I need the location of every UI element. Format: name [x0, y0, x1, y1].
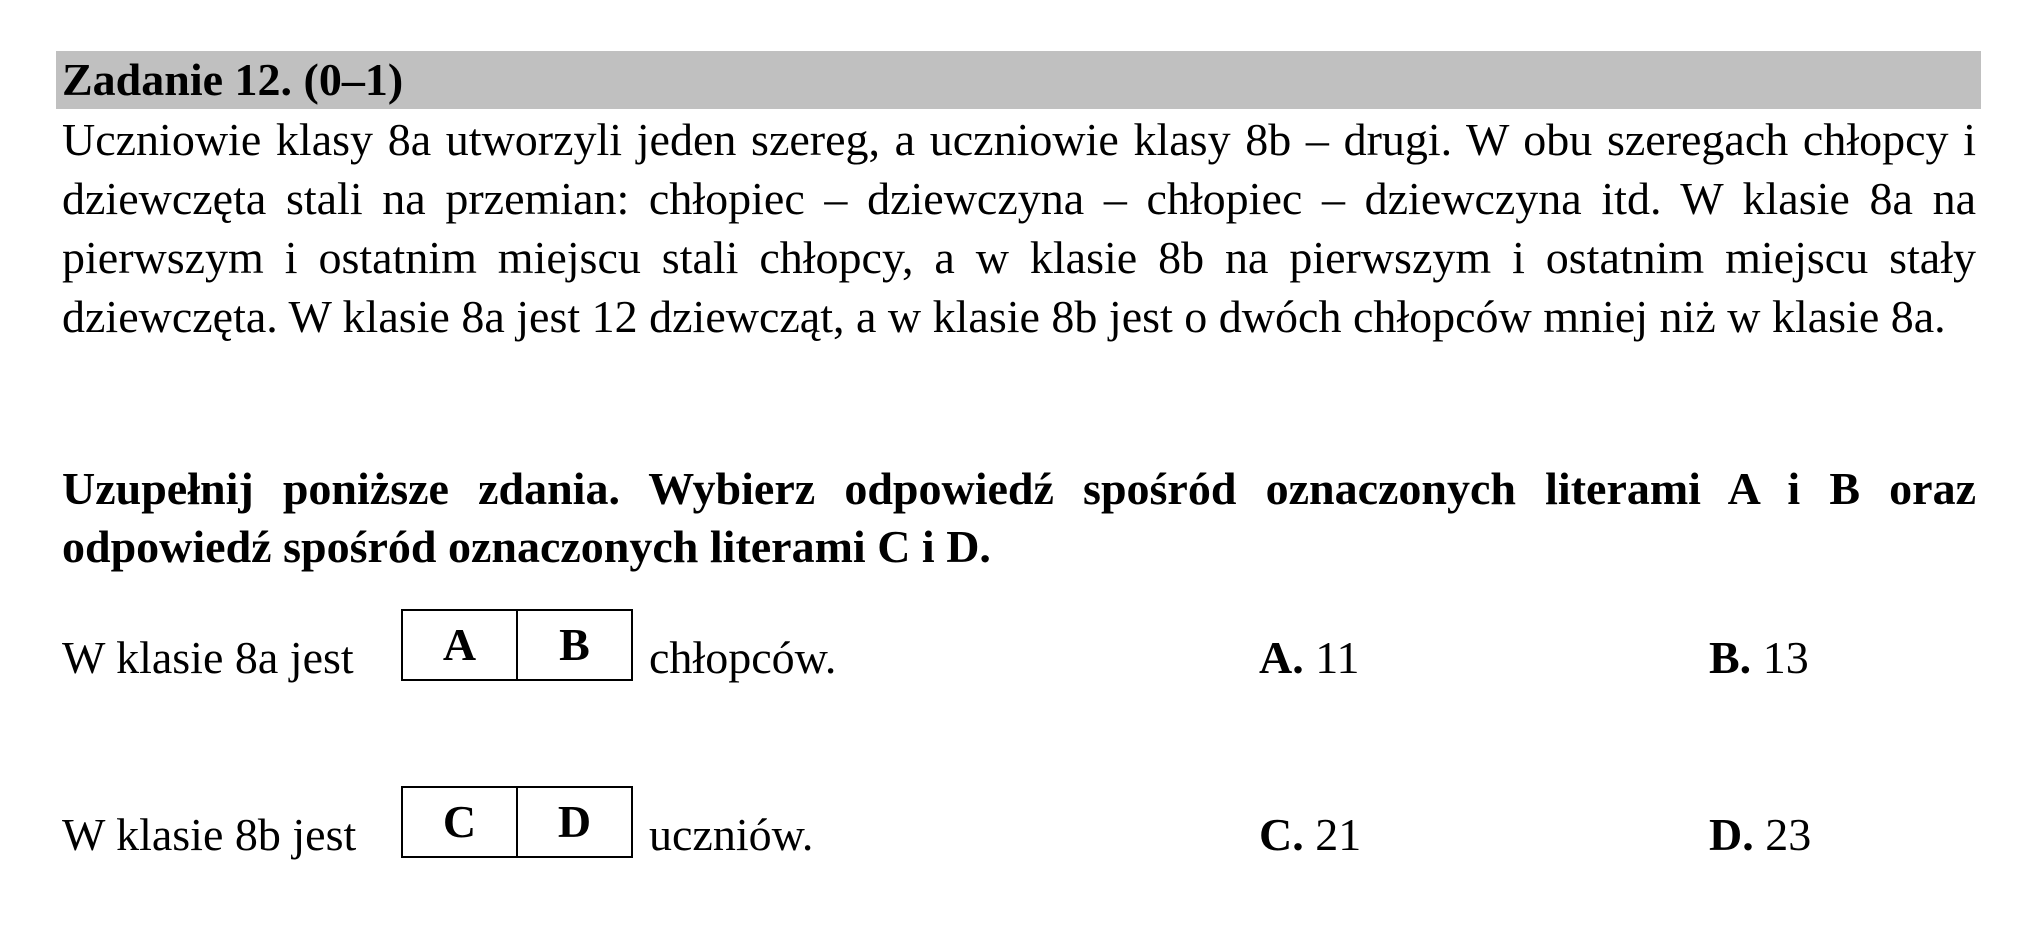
- option-d: [1709, 808, 1811, 861]
- option-letter: A.: [1259, 632, 1304, 683]
- option-letter: B.: [1709, 632, 1752, 683]
- answer-boxes: [401, 609, 633, 681]
- option-value: 13: [1762, 632, 1809, 683]
- answer-boxes: [401, 786, 633, 858]
- sentence-lead: W klasie 8b jest: [62, 809, 357, 860]
- sentence-tail: chłopców.: [649, 632, 837, 683]
- option-b: [1709, 631, 1809, 684]
- sentence-row-2: [62, 786, 1976, 866]
- option-value: 23: [1765, 809, 1812, 860]
- option-value: 21: [1315, 809, 1362, 860]
- option-c: [1259, 808, 1361, 861]
- problem-text: Uczniowie klasy 8a utworzyli jeden szereg, a uczniowie klasy 8b – drugi. W obu szeregach chłopcy i dziewczęta stali na przemian: chłopiec – dziewczyna – chłopiec – dziewczyna itd. W klasie 8a na pierwszym i ostatnim miejscu stali chłopcy, a w klasie 8b na pierwszym i ostatnim miejscu stały dziewczęta. W klasie 8a jest 12 dziewcząt, a w klasie 8b jest o dwóch chłopców mniej niż w klasie 8a.: [62, 114, 1976, 342]
- instruction-text: Uzupełnij poniższe zdania. Wybierz odpowiedź spośród oznaczonych literami A i B oraz odpowiedź spośród oznaczonych literami C i D.: [62, 463, 1976, 572]
- answer-box-c[interactable]: C: [442, 796, 477, 847]
- option-letter: C.: [1259, 809, 1304, 860]
- option-letter: D.: [1709, 809, 1754, 860]
- answer-box-d[interactable]: D: [516, 788, 631, 856]
- sentence-tail: uczniów.: [649, 809, 814, 860]
- option-value: 11: [1315, 632, 1360, 683]
- answer-box-a[interactable]: A: [442, 619, 477, 670]
- answer-box-b[interactable]: B: [516, 611, 631, 679]
- option-a: [1259, 631, 1360, 684]
- task-header: [56, 51, 1981, 109]
- sentence-lead: W klasie 8a jest: [62, 632, 354, 683]
- task-title: Zadanie 12. (0–1): [62, 54, 404, 105]
- sentence-row-1: [62, 609, 1976, 689]
